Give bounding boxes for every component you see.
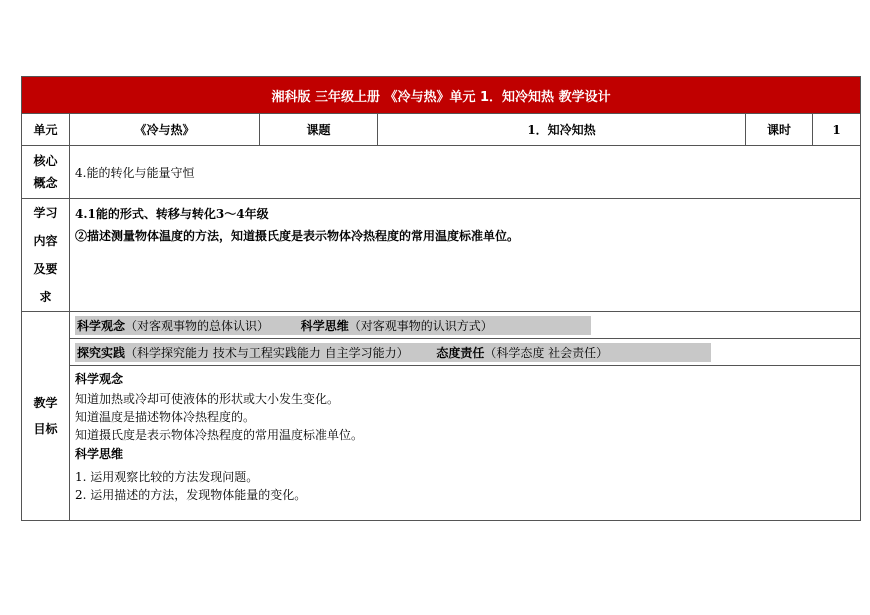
- learning-line-2: ②描述测量物体温度的方法，知道摄氏度是表示物体冷热程度的常用温度标准单位。: [75, 229, 520, 243]
- tag-science-concept: 科学观念: [77, 318, 126, 333]
- core-concept-row: [22, 146, 861, 199]
- topic-value: 1．知冷知热: [378, 114, 746, 146]
- learning-row: [22, 199, 861, 312]
- tag-science-thinking: 科学思维: [300, 318, 349, 333]
- thinking-heading: 科学思维: [75, 447, 124, 461]
- learning-label-line: 内容: [33, 234, 58, 248]
- unit-value: 《冷与热》: [70, 114, 260, 146]
- learning-content: [70, 199, 861, 312]
- goals-tags-1: [70, 312, 861, 339]
- thinking-item: 2. 运用描述的方法，发现物体能量的变化。: [75, 488, 307, 502]
- core-label-line: 核心: [33, 154, 58, 168]
- learning-label-line: 求: [39, 290, 52, 304]
- concept-item: 知道摄氏度是表示物体冷热程度的常用温度标准单位。: [75, 428, 364, 442]
- tag-attitude-responsibility-desc: （科学态度 社会责任）: [484, 345, 609, 360]
- core-label-line: 概念: [33, 176, 58, 190]
- topic-label: 课题: [260, 114, 378, 146]
- goals-detail-row: [22, 366, 861, 521]
- goals-label-line: 教学: [33, 396, 58, 410]
- core-concept-text: 4.能的转化与能量守恒: [70, 146, 861, 199]
- goals-label: [22, 312, 70, 521]
- goals-tags-row-1: [22, 312, 861, 339]
- tag-science-concept-desc: （对客观事物的总体认识）: [125, 318, 270, 333]
- document-title: 湘科版 三年级上册 《冷与热》单元 1．知冷知热 教学设计: [22, 77, 861, 114]
- concept-heading: 科学观念: [75, 372, 124, 386]
- unit-label: 单元: [22, 114, 70, 146]
- tag-inquiry-practice: 探究实践: [77, 345, 126, 360]
- goals-tag-strip-1: [75, 316, 591, 335]
- lesson-plan-table: [21, 76, 861, 521]
- period-label: 课时: [746, 114, 813, 146]
- goals-tags-2: [70, 339, 861, 366]
- core-concept-label: [22, 146, 70, 199]
- lesson-plan-document: [21, 76, 860, 521]
- goals-tag-strip-2: [75, 343, 711, 362]
- title-row: [22, 77, 861, 114]
- tag-inquiry-practice-desc: （科学探究能力 技术与工程实践能力 自主学习能力）: [125, 345, 409, 360]
- learning-label-line: 学习: [33, 206, 58, 220]
- goals-tags-row-2: [22, 339, 861, 366]
- period-value: 1: [813, 114, 861, 146]
- concept-item: 知道温度是描述物体冷热程度的。: [75, 410, 256, 424]
- learning-label: [22, 199, 70, 312]
- thinking-item: 1. 运用观察比较的方法发现问题。: [75, 470, 259, 484]
- tag-attitude-responsibility: 态度责任: [436, 345, 485, 360]
- tag-science-thinking-desc: （对客观事物的认识方式）: [348, 318, 493, 333]
- goals-detail: [70, 366, 861, 521]
- concept-item: 知道加热或冷却可使液体的形状或大小发生变化。: [75, 392, 340, 406]
- header-row: [22, 114, 861, 146]
- learning-line-1: 4.1能的形式、转移与转化3～4年级: [75, 207, 269, 221]
- learning-label-line: 及要: [33, 262, 58, 276]
- goals-label-line: 目标: [33, 422, 58, 436]
